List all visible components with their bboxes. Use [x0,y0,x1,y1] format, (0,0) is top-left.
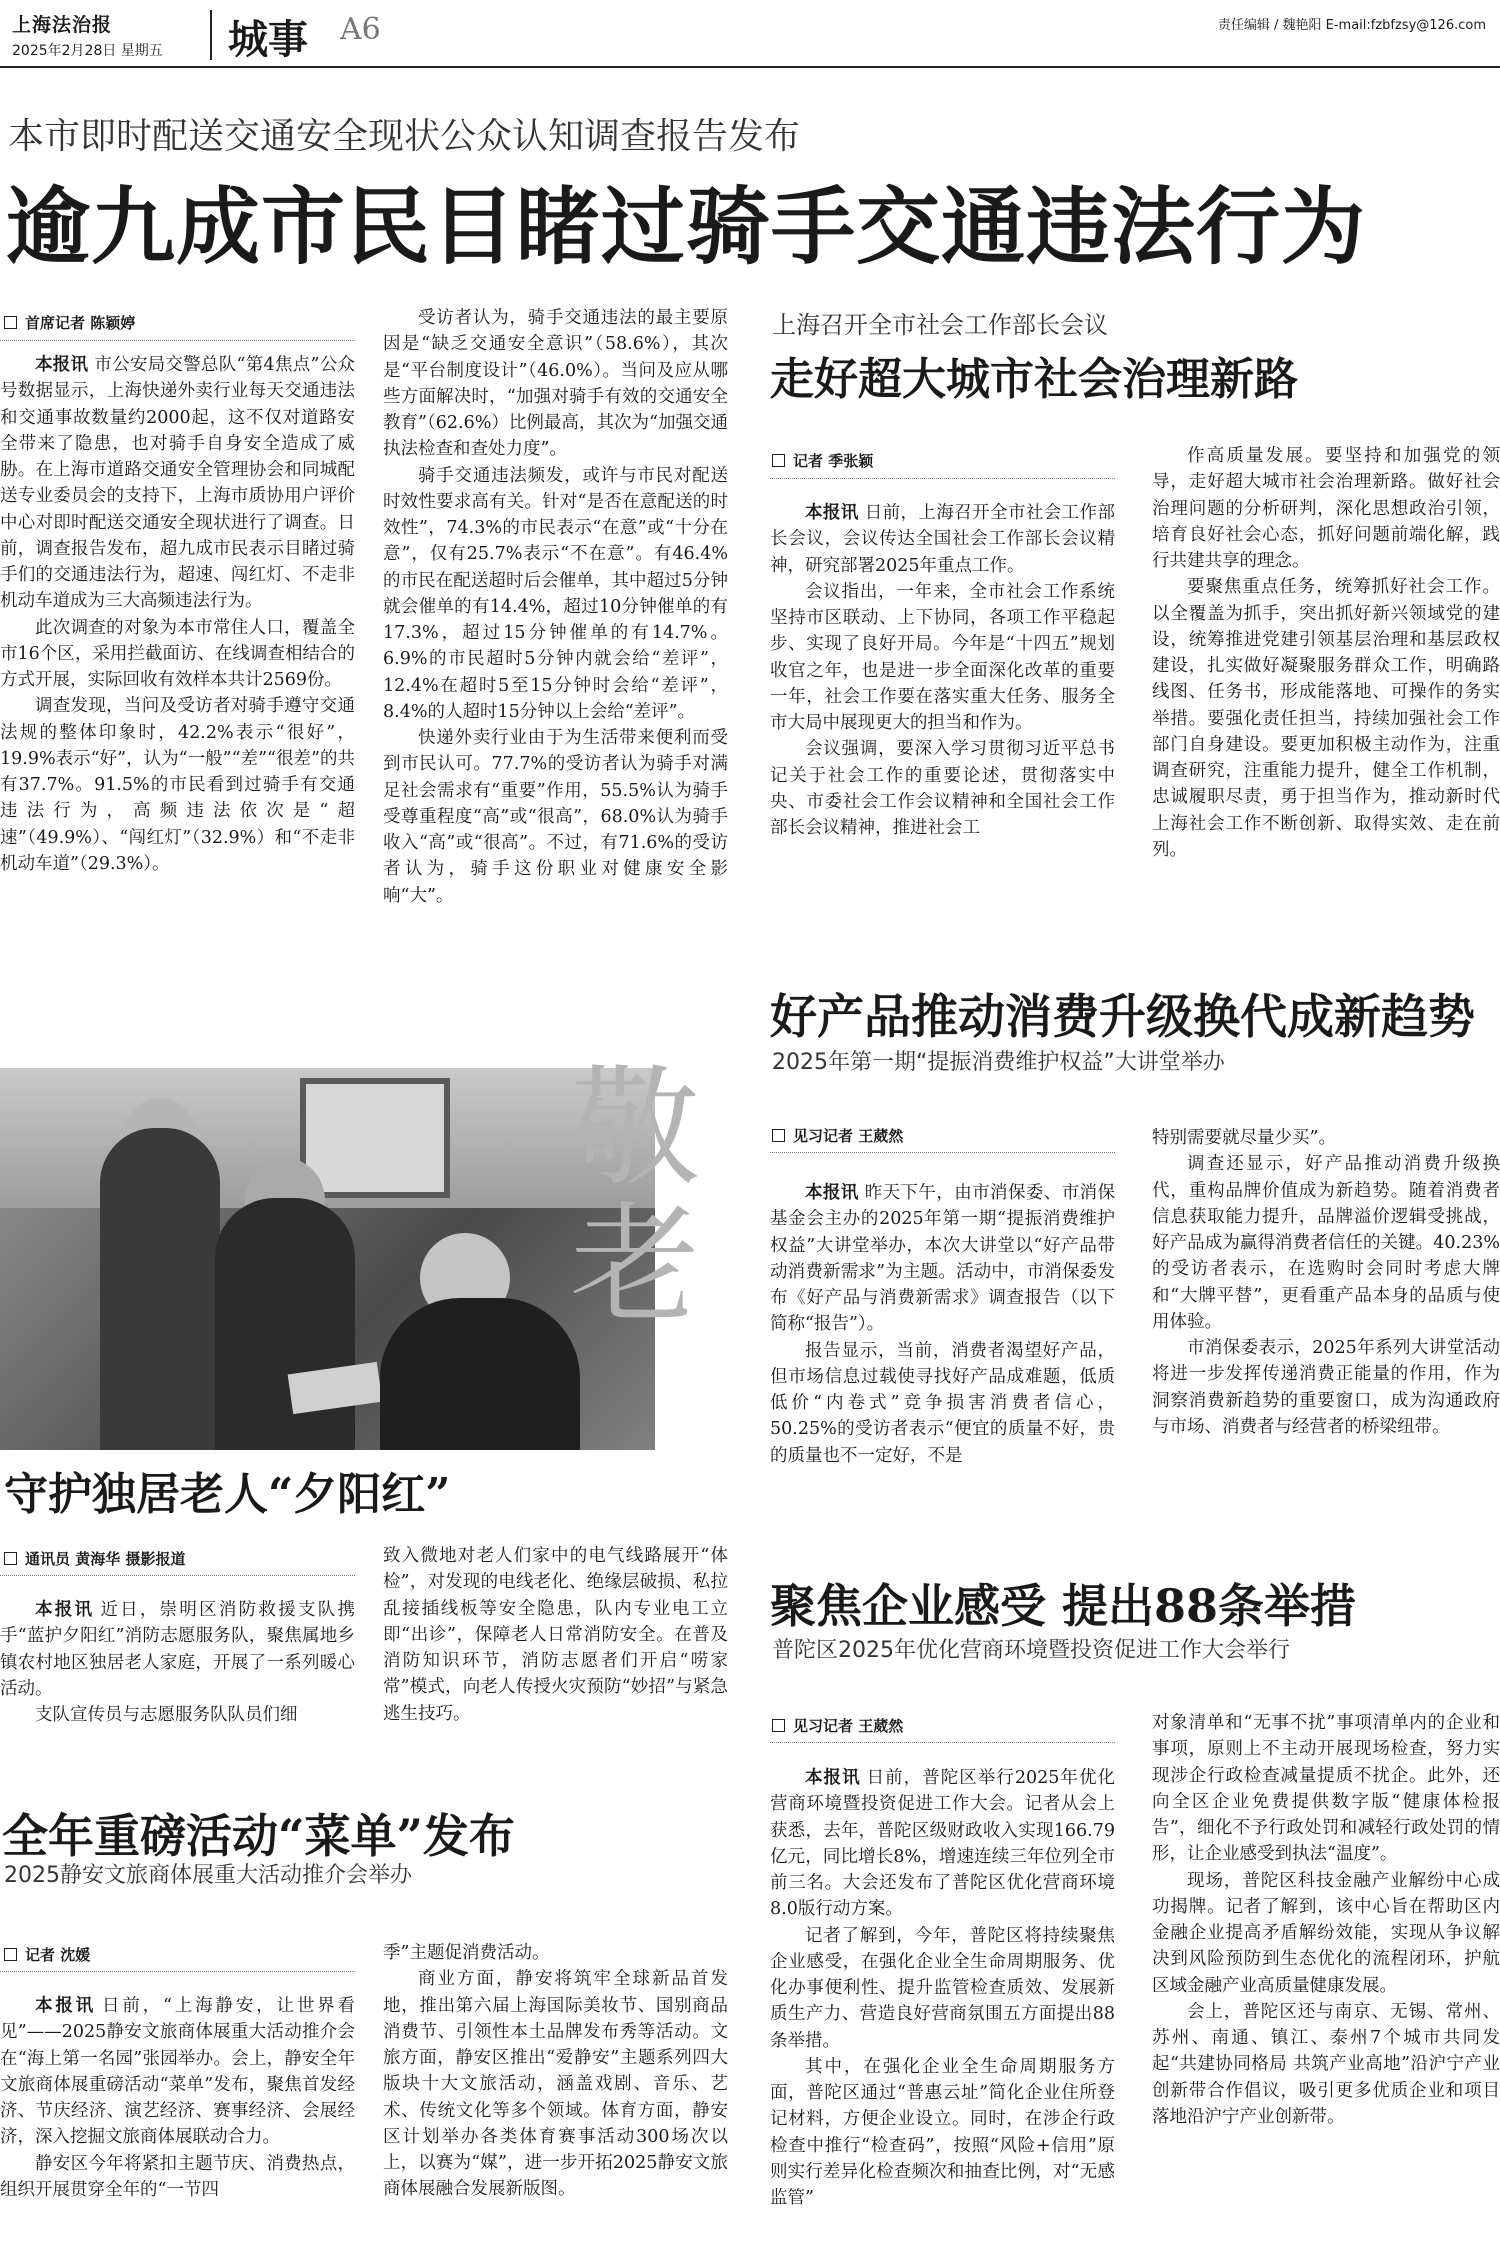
photo-figure [380,1298,580,1450]
byline-box-icon [772,1129,785,1142]
putuo-paragraph: 其中，在强化企业全生命周期服务方面，普陀区通过“普惠云址”简化企业住所登记材料，方便企业设立。同时，在涉企行政检查中推行“检查码”，按照“风险+信用”原则实行差异化检查频次和抽查比例，对“无感监管” [770,2056,1115,2208]
byline-box-icon [4,316,17,329]
jingan-paragraph [0,1993,355,2151]
social-paragraph: 作高质量发展。要坚持和加强党的领导，走好超大城市社会治理新路。做好社会治理问题的分析研判，深化思想政治引领，培育良好社会心态，抓好问题前端化解，践行共建共享的理念。 [1152,446,1500,571]
jingan-byline-rule [0,1971,355,1972]
consumer-paragraph: 市消保委表示，2025年系列大讲堂活动将进一步发挥传递消费正能量的作用，作为洞察消费新趋势的重要窗口，成为沟通政府与市场、消费者与经营者的桥梁纽带。 [1152,1338,1500,1437]
lead-paragraph: 骑手交通违法频发，或许与市民对配送时效性要求高有关。针对“是否在意配送的时效性”，74.3%的市民表示“在意”或“十分在意”，仅有25.7%表示“不在意”。有46.4%的市民在配送超时后会催单，其中超过5分钟就会催单的有14.4%，超过10分钟催单的有17.3%，超过15分钟催单的有14.7%。6.9%的市民超时5分钟内就会给“差评”，12.4%在超时5至15分钟时会给“差评”，8.4%的人超时15分钟以上会给“差评”。 [383,465,728,722]
consumer-column-1 [770,1180,1115,1522]
putuo-byline-text: 见习记者 王葳然 [793,1717,904,1735]
putuo-column-1 [770,1765,1115,2251]
putuo-paragraph: 记者了解到，今年，普陀区将持续聚焦企业感受，在强化企业全生命周期服务、优化办事便利性、提升监管检查质效、发展新质生产力、营造良好营商氛围五方面提出88条举措。 [770,1925,1115,2051]
putuo-paragraph: 会上，普陀区还与南京、无锡、常州、苏州、南通、镇江、泰州7个城市共同发起“共建协同格局 共筑产业高地”沿沪宁产业创新带合作倡议，吸引更多优质企业和项目落地沿沪宁产业创新带。 [1152,2001,1500,2127]
social-column-2 [1152,443,1500,933]
paper-logo: 上海法治报 [12,14,113,36]
putuo-paragraph-text: 日前，普陀区举行2025年优化营商环境暨投资促进工作大会。记者从会上获悉，去年，普陀区级财政收入实现166.79亿元，同比增长8%，增速连续三年位列全市前三名。大会还发布了普陀区优化营商环境8.0版行动方案。 [770,1768,1115,1920]
social-paragraph: 要聚焦重点任务，统筹抓好社会工作。以全覆盖为抓手，突出抓好新兴领域党的建设，统筹推进党建引领基层治理和基层政权建设，扎实做好凝聚服务群众工作，明确路线图、任务书，形成能落地、可操作的务实举措。要强化责任担当，持续加强社会工作部门自身建设。要更加积极主动作为，注重调查研究，注重能力提升，健全工作机制，忠诚履职尽责，勇于担当作为，推动新时代上海社会工作不断创新、取得实效、走在前列。 [1152,577,1500,860]
consumer-headline: 好产品推动消费升级换代成新趋势 [770,990,1475,1045]
consumer-paragraph: 特别需要就尽量少买”。 [1152,1128,1336,1148]
elderly-byline [4,1548,185,1569]
lead-tag: 本报讯 [805,1183,859,1203]
social-byline [772,450,873,471]
lead-paragraph: 调查发现，当问及受访者对骑手遵守交通法规的整体印象时，42.2%表示“很好”，19.9%表示“好”，认为“一般”“差”“很差”的共有37.7%。91.5%的市民看到过骑手有交通违法行为，高频违法依次是“超速”（49.9%）、“闯红灯”（32.9%）和“不走非机动车道”（29.3%）。 [0,696,355,874]
lead-paragraph [0,352,355,615]
lead-kicker: 本市即时配送交通安全现状公众认知调查报告发布 [8,116,801,157]
lead-tag: 本报讯 [35,1600,95,1620]
social-kicker: 上海召开全市社会工作部长会议 [772,311,1108,339]
lead-byline [4,312,135,333]
putuo-byline [772,1715,903,1736]
consumer-column-2 [1152,1125,1500,1525]
lead-column-1 [0,352,355,1014]
social-paragraph [770,500,1115,579]
jingan-paragraph: 季”主题促消费活动。 [383,1943,550,1963]
putuo-paragraph [770,1765,1115,1923]
elderly-paragraph: 致入微地对老人们家中的电气线路展开“体检”，对发现的电线老化、绝缘层破损、私拉乱接插线板等安全隐患，队内专业电工立即“出诊”，保障老人日常消防安全。在普及消防知识环节，消防志愿者们开启“唠家常”模式，向老人传授火灾预防“妙招”与紧急逃生技巧。 [383,1546,728,1724]
photo-figure [100,1128,220,1450]
lead-column-2 [383,305,728,1020]
social-byline-text: 记者 季张颖 [793,452,874,470]
lead-tag: 本报讯 [35,1996,97,2016]
issue-date: 2025年2月28日 星期五 [12,43,163,59]
masthead-divider [210,10,212,60]
putuo-subhead: 普陀区2025年优化营商环境暨投资促进工作大会举行 [772,1638,1290,1663]
jingan-headline: 全年重磅活动“菜单”发布 [2,1809,515,1863]
lead-headline: 逾九成市民目睹过骑手交通违法行为 [6,177,1367,276]
social-column-1 [770,500,1115,940]
social-byline-rule [770,478,1115,479]
jingan-column-2 [383,1940,728,2251]
masthead-rule [0,66,1500,68]
social-paragraph-text: 日前，上海召开全市社会工作部长会议，会议传达全国社会工作部长会议精神，研究部署2025年重点工作。 [770,503,1115,576]
putuo-column-2 [1152,1710,1500,2251]
jingan-column-1 [0,1993,355,2251]
elderly-paragraph: 支队宣传员与志愿服务队队员们细 [35,1705,298,1725]
masthead [8,8,1492,62]
respect-elderly-art-title [560,1052,710,1341]
consumer-byline-text: 见习记者 王葳然 [793,1127,904,1145]
elderly-byline-rule [0,1575,355,1576]
putuo-paragraph: 现场，普陀区科技金融产业解纷中心成功揭牌。记者了解到，该中心旨在帮助区内金融企业提高矛盾解纷效能，实现从争议解决到风险预防到生态优化的流程闭环，护航区域金融产业高质量健康发展。 [1152,1870,1500,1996]
art-char: 敬 [569,1052,700,1204]
jingan-byline [4,1944,90,1965]
byline-box-icon [4,1948,17,1961]
lead-paragraph: 快递外卖行业由于为生活带来便利而受到市民认可。77.7%的受访者认为骑手对满足社会需求有“重要”作用，55.5%认为骑手受尊重程度“高”或“很高”，68.0%认为骑手收入“高”或“很高”。不过，有71.6%的受访者认为，骑手这份职业对健康安全影响“大”。 [383,728,728,906]
consumer-byline-rule [770,1152,1115,1153]
editor-info: 责任编辑 / 魏艳阳 E-mail:fzbfzsy@126.com [1217,18,1486,33]
lead-byline-text: 首席记者 陈颖婷 [25,314,136,332]
lead-tag: 本报讯 [805,503,859,523]
elderly-headline: 守护独居老人“夕阳红” [4,1469,451,1520]
photo-figure [215,1198,355,1450]
lead-paragraph: 受访者认为，骑手交通违法的最主要原因是“缺乏交通安全意识”（58.6%），其次是“平台制度设计”（46.0%）。当问及应从哪些方面解决时，“加强对骑手有效的交通安全教育”（62.6%）比例最高，其次为“加强交通执法检查和查处力度”。 [383,308,728,460]
elderly-paragraph [0,1597,355,1702]
social-headline: 走好超大城市社会治理新路 [770,354,1298,405]
lead-paragraph: 此次调查的对象为本市常住人口，覆盖全市16个区，采用拦截面访、在线调查相结合的方式开展，实际回收有效样本共计2569份。 [0,617,355,690]
art-char: 老 [569,1188,700,1341]
section-name: 城事 [228,17,308,63]
consumer-paragraph: 调查还显示，好产品推动消费升级换代，重构品牌价值成为新趋势。随着消费者信息获取能力提升，品牌溢价逻辑受挑战，好产品成为赢得消费者信任的关键。40.23%的受访者表示，在选购时会同时考虑大牌和“大牌平替”，更看重产品本身的品质与使用体验。 [1152,1154,1500,1332]
byline-box-icon [772,454,785,467]
lead-byline-rule [0,340,355,341]
social-paragraph: 会议强调，要深入学习贯彻习近平总书记关于社会工作的重要论述，贯彻落实中央、市委社会工作会议精神和全国社会工作部长会议精神，推进社会工 [770,739,1115,838]
page-number: A6 [340,12,381,47]
jingan-paragraph: 静安区今年将紧扣主题节庆、消费热点，组织开展贯穿全年的“一节四 [0,2153,355,2200]
lead-tag: 本报讯 [805,1768,861,1788]
consumer-paragraph-text: 昨天下午，由市消保委、市消保基金会主办的2025年第一期“提振消费维护权益”大讲堂举办，本次大讲堂以“好产品带动消费新需求”为主题。活动中，市消保委发布《好产品与消费新需求》调查报告（以下简称“报告”）。 [770,1183,1115,1335]
jingan-byline-text: 记者 沈媛 [25,1946,91,1964]
photo-window [300,1078,450,1198]
jingan-paragraph-text: 日前，“上海静安，让世界看见”——2025静安文旅商体展重大活动推介会在“海上第一名园”张园举办。会上，静安全年文旅商体展重磅活动“菜单”发布，聚焦首发经济、节庆经济、演艺经济、赛事经济、会展经济，深入挖掘文旅商体展联动合力。 [0,1996,355,2148]
putuo-headline: 聚焦企业感受 提出88条举措 [770,1579,1357,1633]
putuo-byline-rule [770,1742,1115,1743]
consumer-subhead: 2025年第一期“提振消费维护权益”大讲堂举办 [772,1050,1225,1075]
putuo-paragraph: 对象清单和“无事不扰”事项清单内的企业和事项，原则上不主动开展现场检查，努力实现涉企行政检查减量提质不扰企。此外，还向全区企业免费提供数字版“健康体检报告”，细化不予行政处罚和减轻行政处罚的情形，让企业感受到执法“温度”。 [1152,1713,1500,1865]
byline-box-icon [4,1552,17,1565]
byline-box-icon [772,1719,785,1732]
social-paragraph: 会议指出，一年来，全市社会工作系统坚持市区联动、上下协同，各项工作平稳起步、实现了良好开局。今年是“十四五”规划收官之年，也是进一步全面深化改革的重要一年，社会工作要在落实重大任务、服务全市大局中展现更大的担当和作为。 [770,581,1115,733]
elderly-column-1 [0,1597,355,1747]
jingan-subhead: 2025静安文旅商体展重大活动推介会举办 [4,1863,412,1888]
elderly-paragraph-text: 近日，崇明区消防救援支队携手“蓝护夕阳红”消防志愿服务队，聚焦属地乡镇农村地区独居老人家庭，开展了一系列暖心活动。 [0,1600,355,1699]
elderly-column-2 [383,1543,728,1743]
elderly-byline-text: 通讯员 黄海华 摄影报道 [25,1550,186,1568]
consumer-byline [772,1125,903,1146]
consumer-paragraph: 报告显示，当前，消费者渴望好产品，但市场信息过载使寻找好产品成难题，低质低价“内卷式”竞争损害消费者信心，50.25%的受访者表示“便宜的质量不好，贵的质量也不一定好，不是 [770,1340,1115,1466]
volunteer-photo [0,1068,655,1450]
jingan-paragraph: 商业方面，静安将筑牢全球新品首发地，推出第六届上海国际美妆节、国别商品消费节、引领性本土品牌发布秀等活动。文旅方面，静安区推出“爱静安”主题系列四大版块十大文旅活动，涵盖戏剧、音乐、艺术、传统文化等多个领域。体育方面，静安区计划举办各类体育赛事活动300场次以上，以赛为“媒”，进一步开拓2025静安文旅商体展融合发展新版图。 [383,1969,728,2200]
consumer-paragraph [770,1180,1115,1338]
lead-tag: 本报讯 [35,355,89,375]
lead-paragraph-text: 市公安局交警总队“第4焦点”公众号数据显示，上海快递外卖行业每天交通违法和交通事故数量约2000起，这不仅对道路安全带来了隐患，也对骑手自身安全造成了威胁。在上海市道路交通安全管理协会和同城配送专业委员会的支持下，上海市质协用户评价中心对即时配送交通安全现状进行了调查。日前，调查报告发布，超九成市民表示目睹过骑手们的交通违法行为，超速、闯红灯、不走非机动车道成为三大高频违法行为。 [0,355,355,612]
